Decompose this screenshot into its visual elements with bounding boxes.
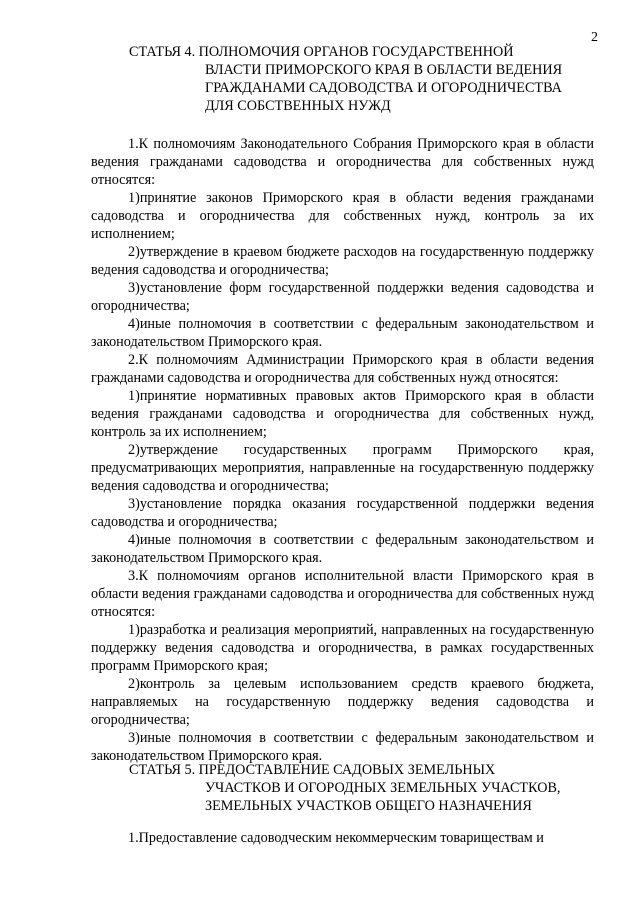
article-4-heading [129, 43, 609, 115]
heading-line: ГРАЖДАНАМИ САДОВОДСТВА И ОГОРОДНИЧЕСТВА [205, 80, 562, 96]
page-number: 2 [591, 30, 598, 45]
paragraph: 2)утверждение государственных программ Приморского края, предусматривающих мероприятия, направленные на государственную поддержку ведения садоводства и огородничества; [91, 442, 594, 494]
article-5-body [91, 829, 594, 847]
article-5-heading [129, 761, 609, 815]
paragraph: 4)иные полномочия в соответствии с федеральным законодательством и законодательством Приморского края. [91, 532, 594, 566]
paragraph: 3)установление форм государственной поддержки ведения садоводства и огородничества; [91, 280, 594, 314]
heading-line: ВЛАСТИ ПРИМОРСКОГО КРАЯ В ОБЛАСТИ ВЕДЕНИЯ [205, 62, 563, 78]
paragraph: 4)иные полномочия в соответствии с федеральным законодательством и законодательством Приморского края. [91, 316, 594, 350]
paragraph: 2)контроль за целевым использованием средств краевого бюджета, направляемых на государственную поддержку ведения садоводства и огородничества; [91, 676, 594, 728]
article-4-body [91, 135, 594, 765]
paragraph: 2.К полномочиям Администрации Приморского края в области ведения гражданами садоводства и огородничества для собственных нужд относятся: [91, 352, 594, 386]
heading-line: ДЛЯ СОБСТВЕННЫХ НУЖД [205, 98, 391, 114]
heading-line: УЧАСТКОВ И ОГОРОДНЫХ ЗЕМЕЛЬНЫХ УЧАСТКОВ, [205, 780, 561, 796]
paragraph: 1)принятие законов Приморского края в области ведения гражданами садоводства и огородничества для собственных нужд, контроль за их исполнением; [91, 190, 594, 242]
paragraph: 1.К полномочиям Законодательного Собрания Приморского края в области ведения гражданами садоводства и огородничества для собственных нужд относятся: [91, 136, 594, 188]
paragraph: 3)иные полномочия в соответствии с федеральным законодательством и законодательством Приморского края. [91, 730, 594, 764]
paragraph: 1)разработка и реализация мероприятий, направленных на государственную поддержку ведения садоводства и огородничества, в рамках государственных программ Приморского края; [91, 622, 594, 674]
paragraph: 3.К полномочиям органов исполнительной власти Приморского края в области ведения гражданами садоводства и огородничества для собственных нужд относятся: [91, 568, 594, 620]
paragraph: 3)установление порядка оказания государственной поддержки ведения садоводства и огородничества; [91, 496, 594, 530]
paragraph: 1.Предоставление садоводческим некоммерческим товариществам и [128, 830, 544, 846]
paragraph: 2)утверждение в краевом бюджете расходов на государственную поддержку ведения садоводства и огородничества; [91, 244, 594, 278]
heading-line: СТАТЬЯ 4. ПОЛНОМОЧИЯ ОРГАНОВ ГОСУДАРСТВЕННОЙ [129, 44, 514, 60]
heading-line: СТАТЬЯ 5. ПРЕДОСТАВЛЕНИЕ САДОВЫХ ЗЕМЕЛЬНЫХ [129, 762, 496, 778]
heading-line: ЗЕМЕЛЬНЫХ УЧАСТКОВ ОБЩЕГО НАЗНАЧЕНИЯ [205, 798, 532, 814]
paragraph: 1)принятие нормативных правовых актов Приморского края в области ведения гражданами садоводства и огородничества для собственных нужд, контроль за их исполнением; [91, 388, 594, 440]
